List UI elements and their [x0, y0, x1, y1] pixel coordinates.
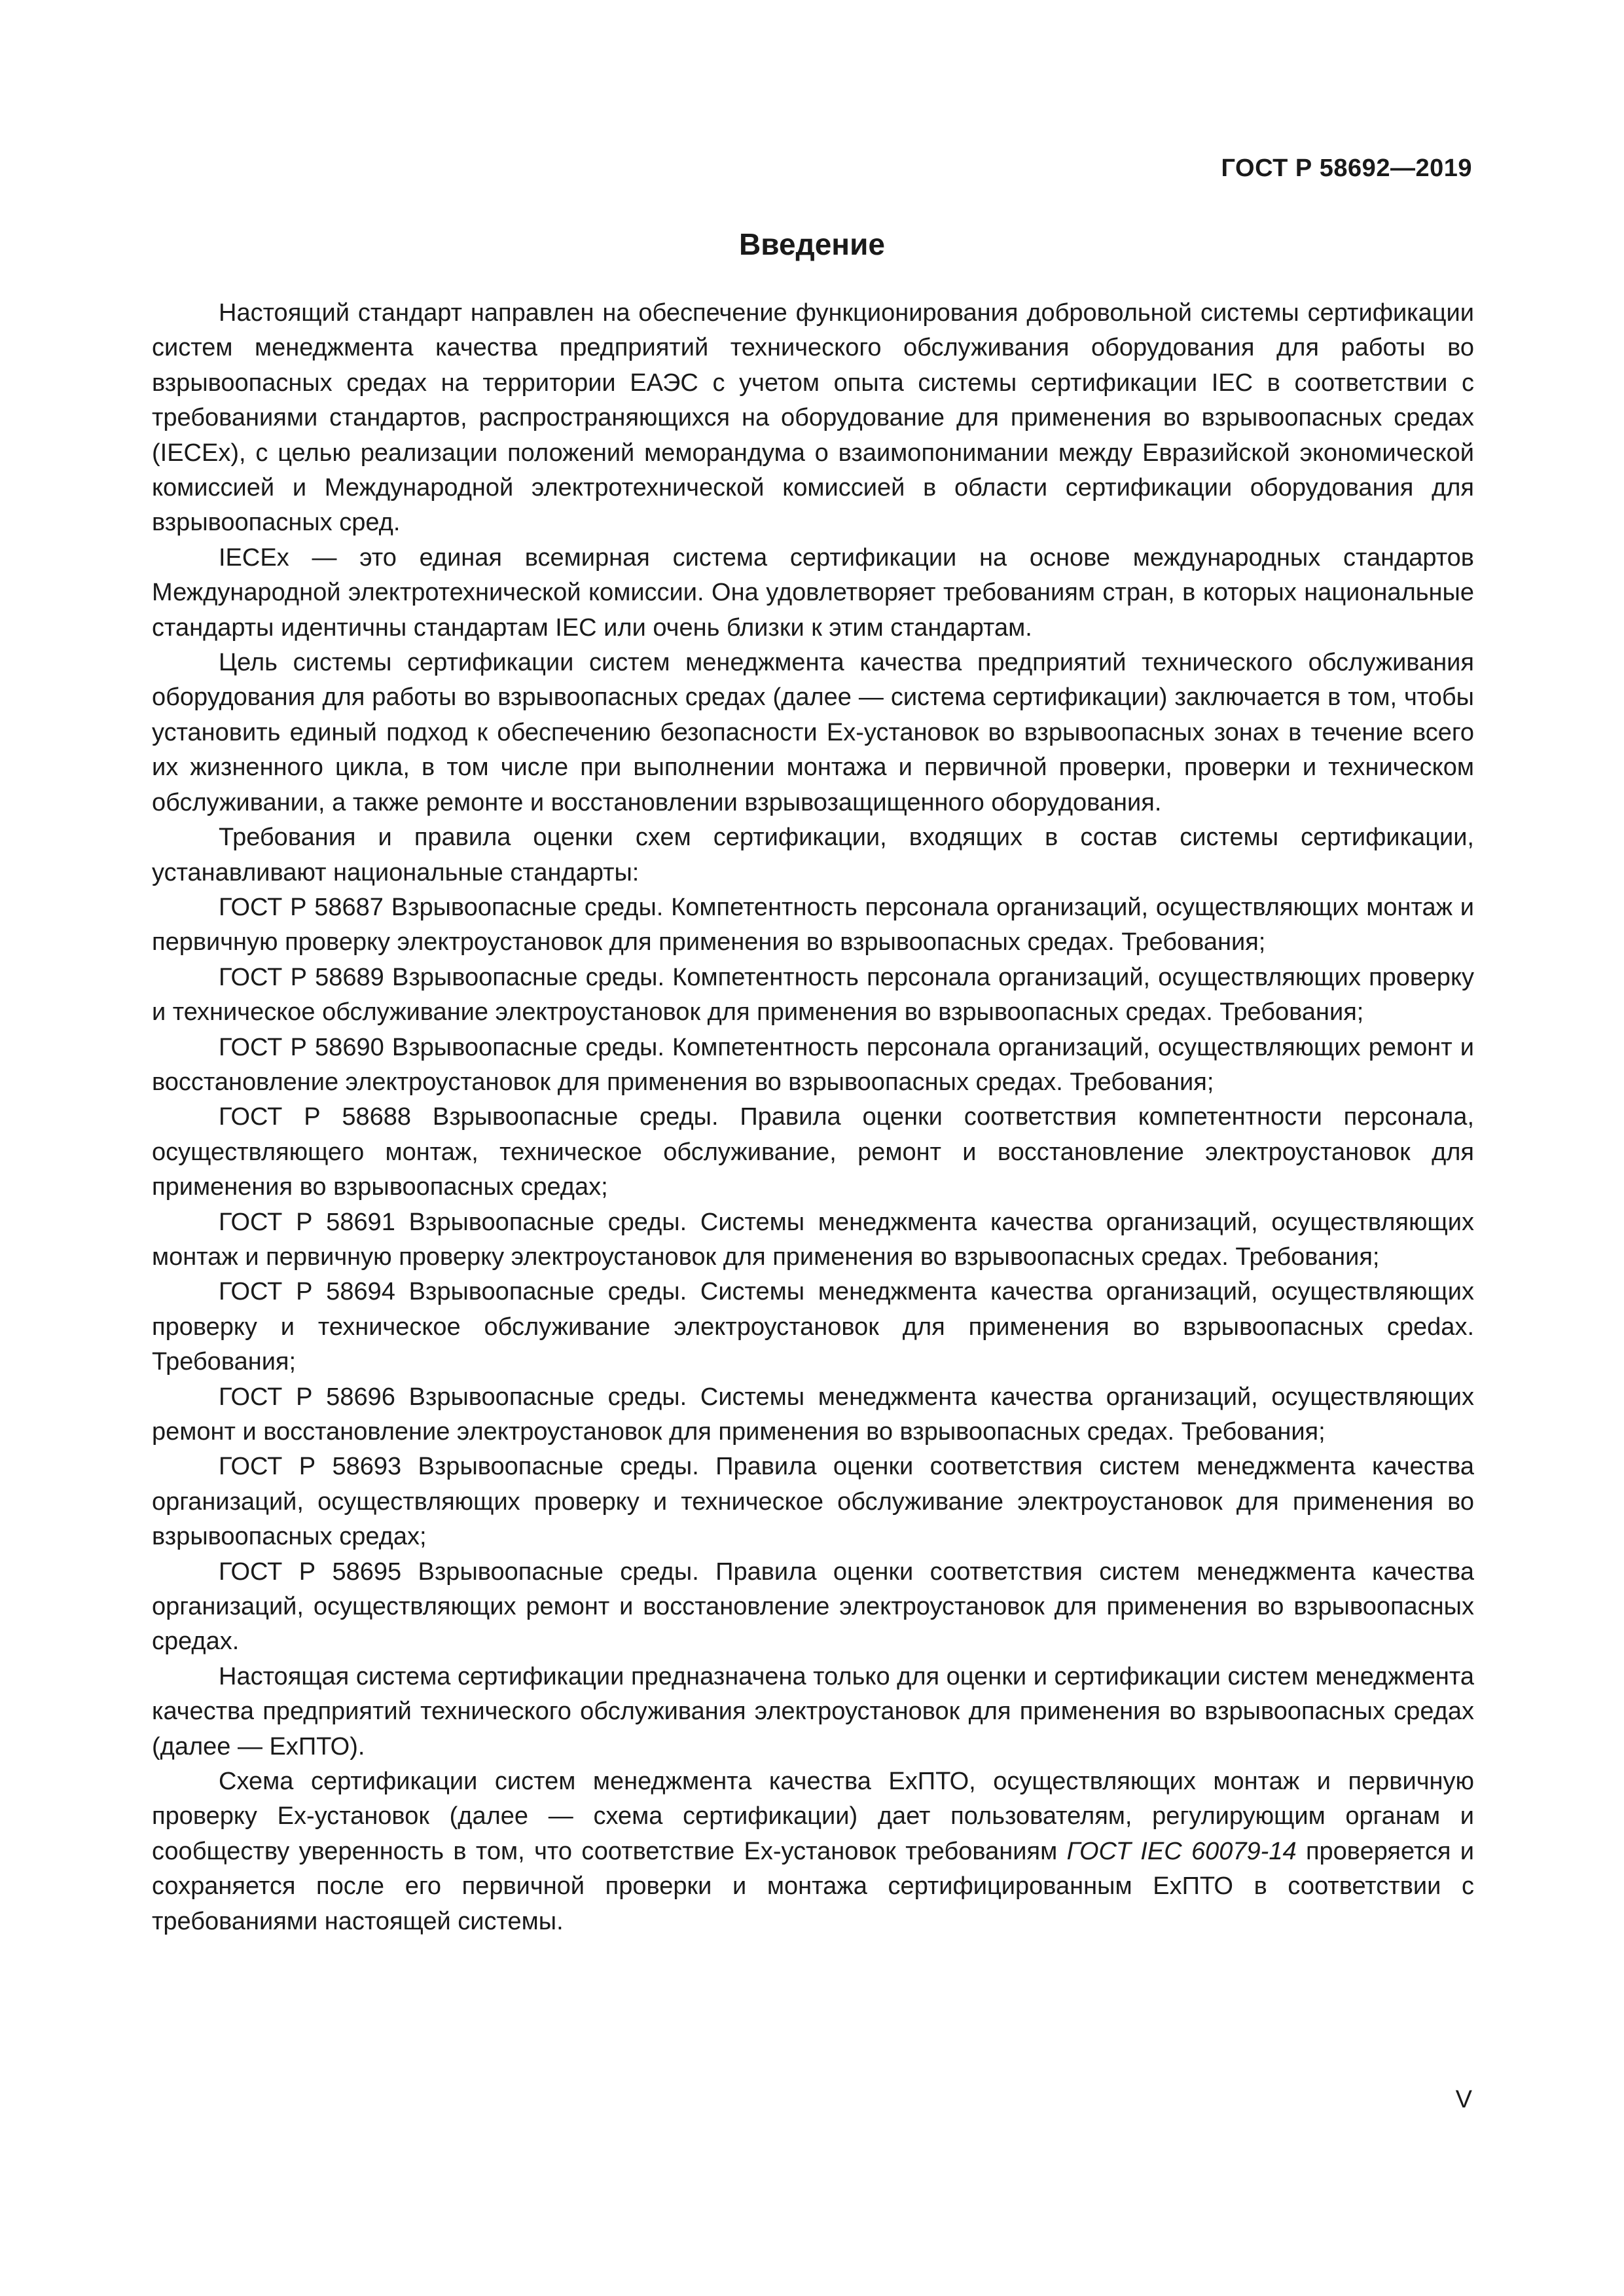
- paragraph-final-tail: проверяется и сохраняется после его первичной проверки и монтажа сертифицированным ExПТО в соответствии с требованиями настоящей системы.: [152, 1837, 1474, 1935]
- standard-list-item: ГОСТ Р 58693 Взрывоопасные среды. Правила оценки соответствия систем менеджмента качества организаций, осуществляющих проверку и техническое обслуживание электроустановок для применения во взрывоопасных средах;: [152, 1453, 1474, 1551]
- standard-list-item: ГОСТ Р 58688 Взрывоопасные среды. Правила оценки соответствия компетентности персонала, осуществляющего монтаж, техническое обслуживание, ремонт и восстановление электроустановок для применения во взрывоопасных средах;: [152, 1103, 1474, 1201]
- standard-reference: ГОСТ IEC 60079-14: [1066, 1837, 1297, 1865]
- document-number-header: ГОСТ Р 58692—2019: [1221, 155, 1472, 182]
- paragraph: Настоящий стандарт направлен на обеспечение функционирования добровольной системы сертификации систем менеджмента качества предприятий технического обслуживания оборудования для работы во взрывоопасных средах на территории ЕАЭС с учетом опыта системы сертификации IEC в соответствии с требованиями стандартов, распространяющихся на оборудование для применения во взрывоопасных средах (IECEx), с целью реализации положений меморандума о взаимопонимании между Евразийской экономической комиссией и Международной электротехнической комиссией в области сертификации оборудования для взрывоопасных сред.: [152, 299, 1474, 537]
- paragraph: Требования и правила оценки схем сертификации, входящих в состав системы сертификации, устанавливают национальные стандарты:: [152, 824, 1474, 886]
- standard-list-item: ГОСТ Р 58694 Взрывоопасные среды. Системы менеджмента качества организаций, осуществляющих проверку и техническое обслуживание электроустановок для применения во взрывоопасных среdах. Требования;: [152, 1278, 1474, 1376]
- section-title: Введение: [739, 227, 885, 261]
- standard-list-item: ГОСТ Р 58689 Взрывоопасные среды. Компетентность персонала организаций, осуществляющих проверку и техническое обслуживание электроустановок для применения во взрывоопасных средах. Требования;: [152, 963, 1474, 1027]
- paragraph-final-text: Схема сертификации систем менеджмента качества ExПТО, осуществляющих монтаж и первичную проверку Ex-установок (далее — схема сертификации) дает пользователям, регулирующим органам и сообществу уверенность в том, что соответствие Ex-установок требованиям: [152, 1768, 1474, 1865]
- standard-list-item: ГОСТ Р 58695 Взрывоопасные среды. Правила оценки соответствия систем менеджмента качества организаций, осуществляющих ремонт и восстановление электроустановок для применения во взрывоопасных средах.: [152, 1558, 1474, 1656]
- standard-list-item: ГОСТ Р 58691 Взрывоопасные среды. Системы менеджмента качества организаций, осуществляющих монтаж и первичную проверку электроустановок для применения во взрывоопасных средах. Требования;: [152, 1208, 1474, 1271]
- page-number: V: [1455, 2086, 1472, 2113]
- document-body: [152, 296, 1474, 1939]
- paragraph-final: [152, 1764, 1474, 1939]
- standard-list-item: ГОСТ Р 58696 Взрывоопасные среды. Системы менеджмента качества организаций, осуществляющих ремонт и восстановление электроустановок для применения во взрывоопасных средах. Требования;: [152, 1383, 1474, 1446]
- paragraph: Цель системы сертификации систем менеджмента качества предприятий технического обслуживания оборудования для работы во взрывоопасных средах (далее — система сертификации) заключается в том, чтобы установить единый подход к обеспечению безопасности Ex-установок во взрывоопасных зонах в течение всего их жизненного цикла, в том числе при выполнении монтажа и первичной проверки, проверки и техническом обслуживании, а также ремонте и восстановлении взрывозащищенного оборудования.: [152, 649, 1474, 816]
- standard-list-item: ГОСТ Р 58687 Взрывоопасные среды. Компетентность персонала организаций, осуществляющих монтаж и первичную проверку электроустановок для применения во взрывоопасных средах. Требования;: [152, 893, 1474, 957]
- paragraph: IECEx — это единая всемирная система сертификации на основе международных стандартов Международной электротехнической комиссии. Она удовлетворяет требованиям стран, в которых национальные стандарты идентичны стандартам IEC или очень близки к этим стандартам.: [152, 543, 1474, 642]
- standard-list-item: ГОСТ Р 58690 Взрывоопасные среды. Компетентность персонала организаций, осуществляющих ремонт и восстановление электроустановок для применения во взрывоопасных средах. Требования;: [152, 1033, 1474, 1096]
- paragraph: Настоящая система сертификации предназначена только для оценки и сертификации систем менеджмента качества предприятий технического обслуживания электроустановок для применения во взрывоопасных средах (далее — ExПТО).: [152, 1662, 1474, 1760]
